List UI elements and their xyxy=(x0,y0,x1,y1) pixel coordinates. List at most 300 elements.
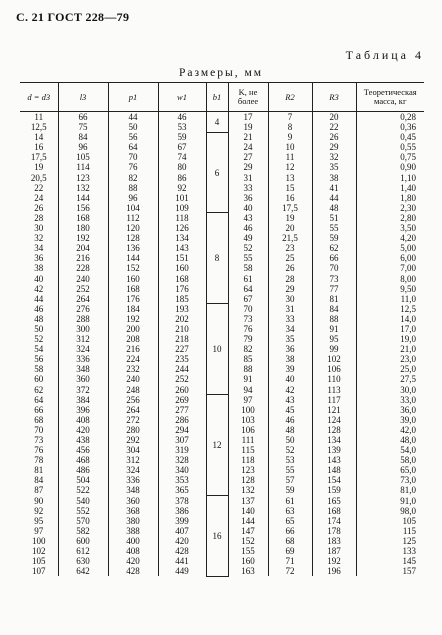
dimensions-table xyxy=(20,82,424,577)
cell-r3: 95 xyxy=(312,334,356,344)
cell-k: 115 xyxy=(228,445,268,455)
cell-d: 19 xyxy=(34,162,44,173)
cell-p1: 112 xyxy=(108,213,158,223)
cell-l3: 324 xyxy=(58,344,108,354)
cell-p1: 64 xyxy=(108,142,158,152)
cell-r2: 40 xyxy=(268,374,312,384)
cell-r2: 45 xyxy=(268,405,312,415)
cell-w1: 365 xyxy=(158,485,206,495)
cell-b1-value: 8 xyxy=(214,253,220,264)
cell-mass: 21,0 xyxy=(356,344,424,354)
cell-d: 97 xyxy=(34,525,44,536)
cell-p1: 200 xyxy=(108,324,158,334)
cell-r3: 183 xyxy=(312,536,356,546)
cell-mass: 0,90 xyxy=(356,162,424,172)
cell-r2: 61 xyxy=(268,496,312,506)
cell-p1: 144 xyxy=(108,253,158,263)
cell-d: 64 xyxy=(34,394,44,405)
cell-k: 19 xyxy=(228,122,268,132)
cell-p1: 104 xyxy=(108,203,158,213)
col-r2: R2 xyxy=(268,83,312,112)
cell-l3: 612 xyxy=(58,546,108,556)
col-l3: l3 xyxy=(58,83,108,112)
cell-p1: 408 xyxy=(108,546,158,556)
cell-mass: 0,36 xyxy=(356,122,424,132)
cell-r3: 159 xyxy=(312,485,356,495)
cell-w1: 168 xyxy=(158,274,206,284)
cell-r3: 70 xyxy=(312,263,356,273)
cell-r2: 68 xyxy=(268,536,312,546)
table-title: Таблица 4 xyxy=(345,48,424,62)
cell-l3: 180 xyxy=(58,223,108,233)
cell-k: 144 xyxy=(228,516,268,526)
cell-w1: 59 xyxy=(158,132,206,142)
cell-w1: 218 xyxy=(158,334,206,344)
cell-k: 147 xyxy=(228,526,268,536)
cell-w1: 420 xyxy=(158,536,206,546)
cell-l3: 84 xyxy=(58,132,108,142)
cell-r3: 55 xyxy=(312,223,356,233)
cell-w1: 260 xyxy=(158,385,206,395)
cell-p1: 56 xyxy=(108,132,158,142)
cell-r2: 57 xyxy=(268,475,312,485)
cell-r2: 59 xyxy=(268,485,312,495)
cell-d: 24 xyxy=(34,192,44,203)
cell-r3: 121 xyxy=(312,405,356,415)
cell-p1: 280 xyxy=(108,425,158,435)
cell-l3: 96 xyxy=(58,142,108,152)
cell-k: 64 xyxy=(228,284,268,294)
cell-d: 56 xyxy=(34,354,44,365)
cell-k: 24 xyxy=(228,142,268,152)
cell-k: 76 xyxy=(228,324,268,334)
cell-mass: 30,0 xyxy=(356,385,424,395)
cell-mass: 4,20 xyxy=(356,233,424,243)
cell-mass: 145 xyxy=(356,556,424,566)
cell-r3: 192 xyxy=(312,556,356,566)
cell-d: 84 xyxy=(34,475,44,486)
cell-mass: 0,55 xyxy=(356,142,424,152)
cell-mass: 6,00 xyxy=(356,253,424,263)
cell-d: 73 xyxy=(34,435,44,445)
cell-r3: 174 xyxy=(312,516,356,526)
cell-k: 152 xyxy=(228,536,268,546)
cell-p1: 76 xyxy=(108,162,158,172)
cell-r2: 43 xyxy=(268,395,312,405)
cell-k: 70 xyxy=(228,304,268,314)
cell-l3: 372 xyxy=(58,385,108,395)
cell-r2: 63 xyxy=(268,506,312,516)
cell-r3: 35 xyxy=(312,162,356,172)
cell-r2: 35 xyxy=(268,334,312,344)
cell-r3: 187 xyxy=(312,546,356,556)
cell-k: 132 xyxy=(228,485,268,495)
cell-k: 123 xyxy=(228,465,268,475)
cell-d: 100 xyxy=(32,535,46,546)
col-d: d = d3 xyxy=(20,83,58,112)
cell-b1 xyxy=(206,496,228,577)
cell-d: 90 xyxy=(34,495,44,506)
cell-w1: 269 xyxy=(158,395,206,405)
cell-r2: 11 xyxy=(268,152,312,162)
cell-d: 58 xyxy=(34,364,44,375)
col-mass: Теоретическая масса, кг xyxy=(356,83,424,112)
cell-w1: 67 xyxy=(158,142,206,152)
cell-k: 43 xyxy=(228,213,268,223)
cell-r2: 34 xyxy=(268,324,312,334)
cell-d: 32 xyxy=(34,233,44,244)
cell-mass: 19,0 xyxy=(356,334,424,344)
cell-k: 103 xyxy=(228,415,268,425)
cell-r3: 44 xyxy=(312,193,356,203)
cell-p1: 324 xyxy=(108,465,158,475)
cell-k: 27 xyxy=(228,152,268,162)
cell-p1: 82 xyxy=(108,173,158,183)
col-p1: p1 xyxy=(108,83,158,112)
cell-k: 160 xyxy=(228,556,268,566)
cell-b1 xyxy=(206,112,228,133)
cell-r2: 10 xyxy=(268,142,312,152)
cell-mass: 105 xyxy=(356,516,424,526)
cell-k: 17 xyxy=(228,112,268,123)
cell-w1: 428 xyxy=(158,546,206,556)
cell-w1: 441 xyxy=(158,556,206,566)
cell-k: 137 xyxy=(228,496,268,506)
cell-r2: 20 xyxy=(268,223,312,233)
cell-p1: 176 xyxy=(108,294,158,304)
cell-k: 21 xyxy=(228,132,268,142)
cell-mass: 33,0 xyxy=(356,395,424,405)
cell-mass: 5,00 xyxy=(356,243,424,253)
cell-mass: 0,28 xyxy=(356,112,424,123)
cell-l3: 408 xyxy=(58,415,108,425)
cell-p1: 88 xyxy=(108,183,158,193)
cell-w1: 277 xyxy=(158,405,206,415)
cell-w1: 328 xyxy=(158,455,206,465)
cell-r3: 84 xyxy=(312,304,356,314)
cell-p1: 192 xyxy=(108,314,158,324)
cell-p1: 208 xyxy=(108,334,158,344)
cell-l3: 582 xyxy=(58,526,108,536)
cell-l3: 486 xyxy=(58,465,108,475)
cell-k: 40 xyxy=(228,203,268,213)
cell-b1-value: 10 xyxy=(212,344,222,355)
cell-p1: 232 xyxy=(108,364,158,374)
cell-mass: 12,5 xyxy=(356,304,424,314)
table-row xyxy=(20,132,424,142)
cell-r2: 8 xyxy=(268,122,312,132)
cell-w1: 227 xyxy=(158,344,206,354)
cell-k: 88 xyxy=(228,364,268,374)
table-row xyxy=(20,496,424,506)
cell-p1: 292 xyxy=(108,435,158,445)
cell-l3: 630 xyxy=(58,556,108,566)
cell-r3: 178 xyxy=(312,526,356,536)
cell-mass: 2,30 xyxy=(356,203,424,213)
cell-mass: 98,0 xyxy=(356,506,424,516)
cell-l3: 336 xyxy=(58,354,108,364)
cell-l3: 468 xyxy=(58,455,108,465)
cell-d: 62 xyxy=(34,384,44,395)
table-caption: Размеры, мм xyxy=(178,67,264,79)
cell-w1: 244 xyxy=(158,364,206,374)
cell-p1: 256 xyxy=(108,395,158,405)
cell-l3: 144 xyxy=(58,193,108,203)
cell-d: 20,5 xyxy=(30,172,47,183)
cell-r3: 88 xyxy=(312,314,356,324)
cell-r2: 15 xyxy=(268,183,312,193)
cell-d: 40 xyxy=(34,273,44,284)
cell-r2: 16 xyxy=(268,193,312,203)
cell-l3: 360 xyxy=(58,374,108,384)
cell-d: 46 xyxy=(34,303,44,314)
cell-d: 70 xyxy=(34,424,44,435)
cell-w1: 399 xyxy=(158,516,206,526)
cell-w1: 101 xyxy=(158,193,206,203)
cell-r2: 42 xyxy=(268,385,312,395)
cell-k: 118 xyxy=(228,455,268,465)
cell-r3: 51 xyxy=(312,213,356,223)
cell-k: 49 xyxy=(228,233,268,243)
cell-mass: 48,0 xyxy=(356,435,424,445)
cell-mass: 125 xyxy=(356,536,424,546)
cell-d: 14 xyxy=(34,132,44,143)
cell-k: 163 xyxy=(228,566,268,576)
cell-d: 16 xyxy=(34,142,44,153)
cell-mass: 25,0 xyxy=(356,364,424,374)
cell-d: 42 xyxy=(34,283,44,294)
cell-mass: 3,50 xyxy=(356,223,424,233)
cell-p1: 70 xyxy=(108,152,158,162)
cell-p1: 368 xyxy=(108,506,158,516)
cell-w1: 143 xyxy=(158,243,206,253)
cell-w1: 386 xyxy=(158,506,206,516)
cell-p1: 136 xyxy=(108,243,158,253)
cell-r2: 12 xyxy=(268,162,312,172)
cell-r3: 20 xyxy=(312,112,356,123)
cell-r2: 25 xyxy=(268,253,312,263)
cell-mass: 1,40 xyxy=(356,183,424,193)
cell-w1: 118 xyxy=(158,213,206,223)
cell-w1: 46 xyxy=(158,112,206,123)
cell-r3: 99 xyxy=(312,344,356,354)
cell-p1: 304 xyxy=(108,445,158,455)
col-k: K, не более xyxy=(228,83,268,112)
cell-b1 xyxy=(206,304,228,395)
cell-p1: 184 xyxy=(108,304,158,314)
cell-l3: 156 xyxy=(58,203,108,213)
cell-b1-value: 4 xyxy=(214,116,220,127)
cell-p1: 336 xyxy=(108,475,158,485)
cell-r2: 33 xyxy=(268,314,312,324)
cell-r2: 29 xyxy=(268,284,312,294)
cell-w1: 53 xyxy=(158,122,206,132)
cell-l3: 540 xyxy=(58,496,108,506)
cell-b1 xyxy=(206,395,228,496)
cell-mass: 65,0 xyxy=(356,465,424,475)
cell-d: 26 xyxy=(34,202,44,213)
cell-w1: 340 xyxy=(158,465,206,475)
cell-r3: 154 xyxy=(312,475,356,485)
table-body xyxy=(20,112,424,577)
cell-r2: 30 xyxy=(268,294,312,304)
table-row xyxy=(20,213,424,223)
cell-p1: 248 xyxy=(108,385,158,395)
cell-d: 38 xyxy=(34,263,44,274)
cell-l3: 348 xyxy=(58,364,108,374)
cell-w1: 134 xyxy=(158,233,206,243)
cell-d: 22 xyxy=(34,182,44,193)
cell-w1: 449 xyxy=(158,566,206,576)
table-header-row xyxy=(20,83,424,112)
cell-r2: 21,5 xyxy=(268,233,312,243)
cell-p1: 128 xyxy=(108,233,158,243)
cell-l3: 252 xyxy=(58,284,108,294)
cell-mass: 1,80 xyxy=(356,193,424,203)
cell-r2: 28 xyxy=(268,274,312,284)
cell-p1: 264 xyxy=(108,405,158,415)
cell-k: 111 xyxy=(228,435,268,445)
cell-k: 61 xyxy=(228,274,268,284)
cell-r2: 26 xyxy=(268,263,312,273)
cell-p1: 388 xyxy=(108,526,158,536)
cell-d: 52 xyxy=(34,334,44,345)
cell-mass: 1,10 xyxy=(356,173,424,183)
cell-p1: 224 xyxy=(108,354,158,364)
cell-mass: 91,0 xyxy=(356,496,424,506)
cell-mass: 14,0 xyxy=(356,314,424,324)
cell-p1: 120 xyxy=(108,223,158,233)
cell-k: 73 xyxy=(228,314,268,324)
cell-r2: 71 xyxy=(268,556,312,566)
cell-d: 36 xyxy=(34,253,44,264)
cell-k: 79 xyxy=(228,334,268,344)
cell-r3: 26 xyxy=(312,132,356,142)
cell-d: 12,5 xyxy=(30,122,47,133)
cell-r2: 36 xyxy=(268,344,312,354)
cell-r3: 124 xyxy=(312,415,356,425)
cell-p1: 420 xyxy=(108,556,158,566)
cell-r3: 139 xyxy=(312,445,356,455)
cell-d: 28 xyxy=(34,212,44,223)
cell-w1: 151 xyxy=(158,253,206,263)
cell-d: 78 xyxy=(34,455,44,466)
cell-r3: 165 xyxy=(312,496,356,506)
cell-k: 106 xyxy=(228,425,268,435)
cell-k: 31 xyxy=(228,173,268,183)
cell-mass: 0,75 xyxy=(356,152,424,162)
cell-mass: 17,0 xyxy=(356,324,424,334)
cell-mass: 58,0 xyxy=(356,455,424,465)
cell-l3: 276 xyxy=(58,304,108,314)
cell-r2: 38 xyxy=(268,354,312,364)
cell-r3: 38 xyxy=(312,173,356,183)
cell-l3: 216 xyxy=(58,253,108,263)
cell-w1: 109 xyxy=(158,203,206,213)
cell-k: 140 xyxy=(228,506,268,516)
cell-r3: 41 xyxy=(312,183,356,193)
page-header: С. 21 ГОСТ 228—79 xyxy=(16,10,130,24)
cell-w1: 294 xyxy=(158,425,206,435)
cell-l3: 240 xyxy=(58,274,108,284)
cell-mass: 2,80 xyxy=(356,213,424,223)
cell-k: 33 xyxy=(228,183,268,193)
table-row xyxy=(20,112,424,123)
cell-w1: 176 xyxy=(158,284,206,294)
cell-mass: 27,5 xyxy=(356,374,424,384)
cell-mass: 54,0 xyxy=(356,445,424,455)
cell-r2: 66 xyxy=(268,526,312,536)
cell-r3: 134 xyxy=(312,435,356,445)
cell-w1: 185 xyxy=(158,294,206,304)
cell-w1: 210 xyxy=(158,324,206,334)
cell-l3: 123 xyxy=(58,173,108,183)
cell-p1: 348 xyxy=(108,485,158,495)
cell-r3: 32 xyxy=(312,152,356,162)
cell-r2: 53 xyxy=(268,455,312,465)
cell-mass: 39,0 xyxy=(356,415,424,425)
cell-k: 55 xyxy=(228,253,268,263)
cell-mass: 81,0 xyxy=(356,485,424,495)
cell-l3: 312 xyxy=(58,334,108,344)
cell-b1-value: 16 xyxy=(212,530,222,541)
col-r3: R3 xyxy=(312,83,356,112)
col-b1: b1 xyxy=(206,83,228,112)
cell-p1: 50 xyxy=(108,122,158,132)
cell-r3: 59 xyxy=(312,233,356,243)
cell-d: 92 xyxy=(34,505,44,516)
cell-k: 58 xyxy=(228,263,268,273)
cell-k: 29 xyxy=(228,162,268,172)
cell-d: 44 xyxy=(34,293,44,304)
cell-r3: 143 xyxy=(312,455,356,465)
cell-k: 128 xyxy=(228,475,268,485)
cell-r3: 168 xyxy=(312,506,356,516)
cell-d: 81 xyxy=(34,465,44,476)
cell-d: 17,5 xyxy=(30,152,47,163)
cell-p1: 160 xyxy=(108,274,158,284)
cell-l3: 552 xyxy=(58,506,108,516)
cell-d: 34 xyxy=(34,243,44,254)
cell-r3: 73 xyxy=(312,274,356,284)
cell-w1: 235 xyxy=(158,354,206,364)
cell-r2: 48 xyxy=(268,425,312,435)
cell-l3: 300 xyxy=(58,324,108,334)
cell-mass: 9,50 xyxy=(356,284,424,294)
cell-mass: 8,00 xyxy=(356,274,424,284)
cell-l3: 600 xyxy=(58,536,108,546)
cell-r3: 48 xyxy=(312,203,356,213)
cell-b1-value: 6 xyxy=(214,167,220,178)
cell-l3: 228 xyxy=(58,263,108,273)
cell-d: 11 xyxy=(34,112,44,122)
cell-r3: 148 xyxy=(312,465,356,475)
cell-l3: 66 xyxy=(58,112,108,123)
cell-p1: 96 xyxy=(108,193,158,203)
cell-r3: 128 xyxy=(312,425,356,435)
cell-l3: 204 xyxy=(58,243,108,253)
table-row xyxy=(20,304,424,314)
cell-p1: 168 xyxy=(108,284,158,294)
cell-d: 50 xyxy=(34,323,44,334)
cell-k: 85 xyxy=(228,354,268,364)
cell-r2: 50 xyxy=(268,435,312,445)
cell-r2: 46 xyxy=(268,415,312,425)
cell-mass: 42,0 xyxy=(356,425,424,435)
cell-r3: 102 xyxy=(312,354,356,364)
cell-k: 82 xyxy=(228,344,268,354)
cell-w1: 193 xyxy=(158,304,206,314)
